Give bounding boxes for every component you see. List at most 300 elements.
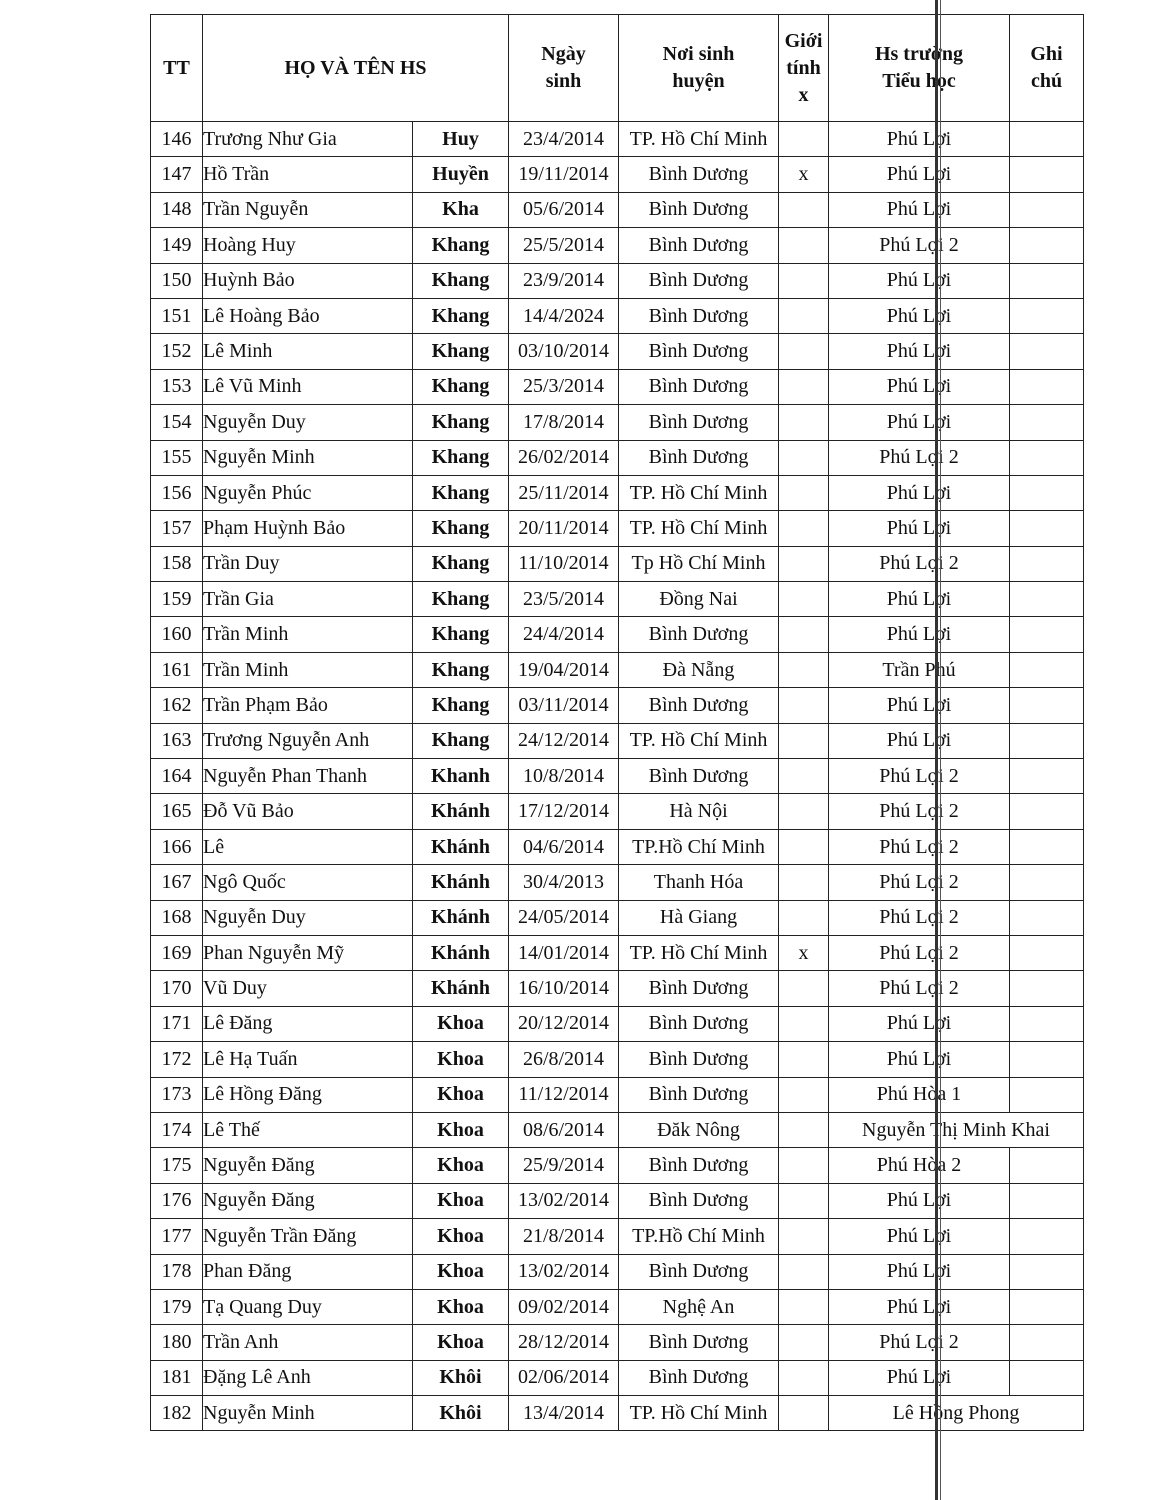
given-name: Khang [413, 228, 509, 263]
note-cell [1010, 1219, 1084, 1254]
primary-school: Phú Lợi 2 [829, 440, 1010, 475]
primary-school: Phú Lợi 2 [829, 794, 1010, 829]
table-row [151, 1112, 1084, 1147]
primary-school: Phú Lợi [829, 723, 1010, 758]
last-middle-name: Nguyễn Trần Đăng [203, 1219, 413, 1254]
birthplace: Tp Hồ Chí Minh [619, 546, 779, 581]
table-row [151, 1077, 1084, 1112]
row-number: 176 [151, 1183, 203, 1218]
birthplace: Bình Dương [619, 228, 779, 263]
primary-school: Phú Lợi [829, 688, 1010, 723]
date-of-birth: 24/4/2014 [509, 617, 619, 652]
date-of-birth: 24/05/2014 [509, 900, 619, 935]
last-middle-name: Trần Gia [203, 582, 413, 617]
date-of-birth: 23/9/2014 [509, 263, 619, 298]
row-number: 146 [151, 122, 203, 157]
gender-mark [779, 582, 829, 617]
primary-school: Phú Lợi [829, 617, 1010, 652]
birthplace: Bình Dương [619, 157, 779, 192]
birthplace: Bình Dương [619, 192, 779, 227]
birthplace: Bình Dương [619, 334, 779, 369]
note-cell [1010, 794, 1084, 829]
note-cell [1010, 935, 1084, 970]
table-row [151, 405, 1084, 440]
header-birthplace-line1: Nơi sinh [662, 43, 735, 65]
table-row [151, 865, 1084, 900]
gender-mark [779, 1183, 829, 1218]
last-middle-name: Huỳnh Bảo [203, 263, 413, 298]
given-name: Khoa [413, 1325, 509, 1360]
gender-mark [779, 759, 829, 794]
given-name: Khang [413, 405, 509, 440]
table-row [151, 1254, 1084, 1289]
date-of-birth: 11/12/2014 [509, 1077, 619, 1112]
last-middle-name: Đỗ Vũ Bảo [203, 794, 413, 829]
given-name: Khánh [413, 935, 509, 970]
last-middle-name: Lê Hồng Đăng [203, 1077, 413, 1112]
header-gender-line2: tính [786, 56, 821, 79]
given-name: Khoa [413, 1006, 509, 1041]
header-dob [509, 15, 619, 122]
table-row [151, 511, 1084, 546]
header-birthplace-line2: huyện [672, 70, 725, 92]
primary-school: Phú Lợi [829, 1006, 1010, 1041]
gender-mark [779, 971, 829, 1006]
last-middle-name: Nguyễn Duy [203, 405, 413, 440]
date-of-birth: 17/8/2014 [509, 405, 619, 440]
last-middle-name: Tạ Quang Duy [203, 1289, 413, 1324]
last-middle-name: Trần Duy [203, 546, 413, 581]
row-number: 164 [151, 759, 203, 794]
given-name: Khôi [413, 1396, 509, 1431]
given-name: Khoa [413, 1183, 509, 1218]
last-middle-name: Nguyễn Phan Thanh [203, 759, 413, 794]
primary-school: Phú Lợi [829, 122, 1010, 157]
table-row [151, 192, 1084, 227]
primary-school: Phú Lợi [829, 1183, 1010, 1218]
header-note-line2: chú [1030, 70, 1063, 92]
gender-mark [779, 688, 829, 723]
scan-artifact-vertical-line [935, 0, 938, 1500]
gender-mark [779, 405, 829, 440]
birthplace: TP.Hồ Chí Minh [619, 1219, 779, 1254]
birthplace: Hà Giang [619, 900, 779, 935]
last-middle-name: Lê [203, 829, 413, 864]
row-number: 158 [151, 546, 203, 581]
primary-school: Phú Lợi [829, 582, 1010, 617]
last-middle-name: Nguyễn Minh [203, 440, 413, 475]
primary-school: Phú Lợi [829, 192, 1010, 227]
note-cell [1010, 1042, 1084, 1077]
gender-mark [779, 511, 829, 546]
header-row [151, 15, 1084, 122]
given-name: Khang [413, 440, 509, 475]
date-of-birth: 02/06/2014 [509, 1360, 619, 1395]
row-number: 147 [151, 157, 203, 192]
birthplace: Bình Dương [619, 298, 779, 333]
row-number: 178 [151, 1254, 203, 1289]
table-row [151, 900, 1084, 935]
row-number: 151 [151, 298, 203, 333]
row-number: 157 [151, 511, 203, 546]
date-of-birth: 23/5/2014 [509, 582, 619, 617]
gender-mark [779, 829, 829, 864]
note-cell [1010, 1183, 1084, 1218]
date-of-birth: 30/4/2013 [509, 865, 619, 900]
table-row [151, 935, 1084, 970]
date-of-birth: 23/4/2014 [509, 122, 619, 157]
row-number: 154 [151, 405, 203, 440]
table-row [151, 369, 1084, 404]
last-middle-name: Đặng Lê Anh [203, 1360, 413, 1395]
gender-mark [779, 1360, 829, 1395]
note-cell [1010, 759, 1084, 794]
row-number: 177 [151, 1219, 203, 1254]
note-cell [1010, 369, 1084, 404]
note-cell [1010, 511, 1084, 546]
gender-mark [779, 723, 829, 758]
birthplace: Bình Dương [619, 1183, 779, 1218]
gender-mark [779, 1006, 829, 1041]
gender-mark [779, 1042, 829, 1077]
header-school-line2: Tiểu học [882, 70, 956, 92]
primary-school: Phú Lợi 2 [829, 971, 1010, 1006]
note-cell [1010, 617, 1084, 652]
date-of-birth: 25/3/2014 [509, 369, 619, 404]
given-name: Khang [413, 334, 509, 369]
note-cell [1010, 723, 1084, 758]
table-row [151, 1325, 1084, 1360]
table-row [151, 1148, 1084, 1183]
date-of-birth: 08/6/2014 [509, 1112, 619, 1147]
gender-mark [779, 546, 829, 581]
row-number: 165 [151, 794, 203, 829]
last-middle-name: Hoàng Huy [203, 228, 413, 263]
primary-school: Phú Lợi [829, 511, 1010, 546]
scan-artifact-vertical-line-secondary [940, 0, 941, 1500]
table-row [151, 1042, 1084, 1077]
last-middle-name: Lê Hạ Tuấn [203, 1042, 413, 1077]
date-of-birth: 14/01/2014 [509, 935, 619, 970]
header-gender-line1: Giới [784, 29, 823, 52]
table-row [151, 688, 1084, 723]
birthplace: Hà Nội [619, 794, 779, 829]
gender-mark [779, 1325, 829, 1360]
note-cell [1010, 263, 1084, 298]
date-of-birth: 09/02/2014 [509, 1289, 619, 1324]
primary-school: Phú Lợi [829, 405, 1010, 440]
last-middle-name: Vũ Duy [203, 971, 413, 1006]
given-name: Khanh [413, 759, 509, 794]
birthplace: Bình Dương [619, 688, 779, 723]
note-cell [1010, 1360, 1084, 1395]
date-of-birth: 16/10/2014 [509, 971, 619, 1006]
primary-school: Phú Lợi 2 [829, 228, 1010, 263]
date-of-birth: 20/11/2014 [509, 511, 619, 546]
row-number: 150 [151, 263, 203, 298]
given-name: Kha [413, 192, 509, 227]
table-row [151, 582, 1084, 617]
note-cell [1010, 900, 1084, 935]
note-cell [1010, 1325, 1084, 1360]
birthplace: Nghệ An [619, 1289, 779, 1324]
gender-mark [779, 263, 829, 298]
given-name: Huyền [413, 157, 509, 192]
given-name: Khang [413, 298, 509, 333]
last-middle-name: Nguyễn Minh [203, 1396, 413, 1431]
primary-school: Trần Phú [829, 652, 1010, 687]
date-of-birth: 24/12/2014 [509, 723, 619, 758]
table-row [151, 1360, 1084, 1395]
last-middle-name: Nguyễn Đăng [203, 1183, 413, 1218]
given-name: Khang [413, 369, 509, 404]
date-of-birth: 19/11/2014 [509, 157, 619, 192]
note-cell [1010, 334, 1084, 369]
note-cell [1010, 1148, 1084, 1183]
date-of-birth: 28/12/2014 [509, 1325, 619, 1360]
note-cell [1010, 652, 1084, 687]
given-name: Khánh [413, 865, 509, 900]
last-middle-name: Trương Như Gia [203, 122, 413, 157]
gender-mark [779, 1289, 829, 1324]
table-row [151, 157, 1084, 192]
note-cell [1010, 192, 1084, 227]
primary-school: Phú Lợi [829, 475, 1010, 510]
header-dob-line1: Ngày [541, 43, 586, 65]
date-of-birth: 14/4/2024 [509, 298, 619, 333]
birthplace: Bình Dương [619, 759, 779, 794]
row-number: 153 [151, 369, 203, 404]
row-number: 156 [151, 475, 203, 510]
roster-body [151, 122, 1084, 1431]
gender-mark [779, 122, 829, 157]
primary-school: Phú Lợi [829, 369, 1010, 404]
primary-school: Phú Hòa 1 [829, 1077, 1010, 1112]
row-number: 155 [151, 440, 203, 475]
row-number: 169 [151, 935, 203, 970]
table-row [151, 298, 1084, 333]
row-number: 159 [151, 582, 203, 617]
primary-school: Phú Lợi 2 [829, 935, 1010, 970]
table-row [151, 228, 1084, 263]
table-row [151, 794, 1084, 829]
note-cell [1010, 546, 1084, 581]
given-name: Khang [413, 688, 509, 723]
gender-mark [779, 794, 829, 829]
row-number: 161 [151, 652, 203, 687]
birthplace: Bình Dương [619, 1042, 779, 1077]
last-middle-name: Lê Thế [203, 1112, 413, 1147]
last-middle-name: Ngô Quốc [203, 865, 413, 900]
last-middle-name: Trần Minh [203, 617, 413, 652]
note-cell [1010, 971, 1084, 1006]
birthplace: Bình Dương [619, 617, 779, 652]
note-cell [1010, 1289, 1084, 1324]
date-of-birth: 19/04/2014 [509, 652, 619, 687]
date-of-birth: 11/10/2014 [509, 546, 619, 581]
row-number: 152 [151, 334, 203, 369]
row-number: 148 [151, 192, 203, 227]
row-number: 160 [151, 617, 203, 652]
given-name: Khang [413, 723, 509, 758]
gender-mark [779, 475, 829, 510]
primary-school: Phú Lợi [829, 1360, 1010, 1395]
given-name: Khoa [413, 1077, 509, 1112]
birthplace: Thanh Hóa [619, 865, 779, 900]
date-of-birth: 21/8/2014 [509, 1219, 619, 1254]
birthplace: TP. Hồ Chí Minh [619, 122, 779, 157]
gender-mark [779, 192, 829, 227]
gender-mark [779, 228, 829, 263]
given-name: Khoa [413, 1219, 509, 1254]
last-middle-name: Phạm Huỳnh Bảo [203, 511, 413, 546]
row-number: 179 [151, 1289, 203, 1324]
note-cell [1010, 1077, 1084, 1112]
primary-school: Phú Lợi 2 [829, 865, 1010, 900]
given-name: Khoa [413, 1254, 509, 1289]
header-birthplace [619, 15, 779, 122]
last-middle-name: Lê Vũ Minh [203, 369, 413, 404]
row-number: 172 [151, 1042, 203, 1077]
date-of-birth: 03/11/2014 [509, 688, 619, 723]
given-name: Khoa [413, 1112, 509, 1147]
given-name: Khoa [413, 1148, 509, 1183]
note-cell [1010, 157, 1084, 192]
last-middle-name: Phan Nguyễn Mỹ [203, 935, 413, 970]
row-number: 180 [151, 1325, 203, 1360]
primary-school: Phú Lợi [829, 334, 1010, 369]
given-name: Khôi [413, 1360, 509, 1395]
table-row [151, 1183, 1084, 1218]
date-of-birth: 25/5/2014 [509, 228, 619, 263]
given-name: Khoa [413, 1042, 509, 1077]
table-row [151, 334, 1084, 369]
birthplace: TP. Hồ Chí Minh [619, 723, 779, 758]
primary-school: Phú Lợi [829, 298, 1010, 333]
note-cell [1010, 405, 1084, 440]
birthplace: TP. Hồ Chí Minh [619, 475, 779, 510]
primary-school: Phú Hòa 2 [829, 1148, 1010, 1183]
last-middle-name: Nguyễn Duy [203, 900, 413, 935]
header-gender [779, 15, 829, 122]
last-middle-name: Trương Nguyễn Anh [203, 723, 413, 758]
given-name: Huy [413, 122, 509, 157]
given-name: Khang [413, 546, 509, 581]
birthplace: Bình Dương [619, 1077, 779, 1112]
gender-mark: x [779, 157, 829, 192]
date-of-birth: 25/9/2014 [509, 1148, 619, 1183]
given-name: Khang [413, 263, 509, 298]
date-of-birth: 04/6/2014 [509, 829, 619, 864]
date-of-birth: 03/10/2014 [509, 334, 619, 369]
given-name: Khánh [413, 829, 509, 864]
primary-school: Phú Lợi [829, 157, 1010, 192]
row-number: 166 [151, 829, 203, 864]
gender-mark [779, 652, 829, 687]
table-row [151, 829, 1084, 864]
note-cell [1010, 688, 1084, 723]
row-number: 163 [151, 723, 203, 758]
birthplace: Bình Dương [619, 1006, 779, 1041]
primary-school: Phú Lợi [829, 1042, 1010, 1077]
row-number: 168 [151, 900, 203, 935]
header-tt: TT [151, 15, 203, 122]
primary-school: Phú Lợi [829, 263, 1010, 298]
note-cell [1010, 1254, 1084, 1289]
gender-mark [779, 1254, 829, 1289]
birthplace: Bình Dương [619, 971, 779, 1006]
last-middle-name: Trần Phạm Bảo [203, 688, 413, 723]
birthplace: Đăk Nông [619, 1112, 779, 1147]
last-middle-name: Nguyễn Đăng [203, 1148, 413, 1183]
gender-mark [779, 617, 829, 652]
birthplace: Bình Dương [619, 1254, 779, 1289]
gender-mark [779, 334, 829, 369]
birthplace: Bình Dương [619, 1325, 779, 1360]
table-row [151, 652, 1084, 687]
primary-school: Phú Lợi 2 [829, 546, 1010, 581]
gender-mark [779, 900, 829, 935]
table-row [151, 546, 1084, 581]
primary-school: Phú Lợi [829, 1219, 1010, 1254]
last-middle-name: Trần Anh [203, 1325, 413, 1360]
birthplace: Bình Dương [619, 440, 779, 475]
row-number: 170 [151, 971, 203, 1006]
row-number: 171 [151, 1006, 203, 1041]
birthplace: Bình Dương [619, 1360, 779, 1395]
birthplace: Bình Dương [619, 1148, 779, 1183]
note-cell [1010, 440, 1084, 475]
gender-mark [779, 1148, 829, 1183]
table-row [151, 1289, 1084, 1324]
last-middle-name: Lê Đăng [203, 1006, 413, 1041]
date-of-birth: 13/02/2014 [509, 1254, 619, 1289]
note-cell [1010, 829, 1084, 864]
birthplace: TP. Hồ Chí Minh [619, 935, 779, 970]
table-row [151, 440, 1084, 475]
row-number: 181 [151, 1360, 203, 1395]
birthplace: Bình Dương [619, 263, 779, 298]
birthplace: Đà Nẵng [619, 652, 779, 687]
gender-mark [779, 298, 829, 333]
birthplace: Bình Dương [619, 369, 779, 404]
birthplace: TP. Hồ Chí Minh [619, 1396, 779, 1431]
date-of-birth: 26/8/2014 [509, 1042, 619, 1077]
table-row [151, 1006, 1084, 1041]
date-of-birth: 13/02/2014 [509, 1183, 619, 1218]
gender-mark [779, 369, 829, 404]
given-name: Khang [413, 617, 509, 652]
given-name: Khang [413, 582, 509, 617]
note-cell [1010, 582, 1084, 617]
row-number: 174 [151, 1112, 203, 1147]
birthplace: Đồng Nai [619, 582, 779, 617]
table-row [151, 617, 1084, 652]
birthplace: TP.Hồ Chí Minh [619, 829, 779, 864]
row-number: 167 [151, 865, 203, 900]
header-school-line1: Hs trường [874, 43, 964, 65]
date-of-birth: 10/8/2014 [509, 759, 619, 794]
student-roster-table [150, 14, 1084, 1431]
row-number: 182 [151, 1396, 203, 1431]
gender-mark [779, 1219, 829, 1254]
gender-mark [779, 1396, 829, 1431]
last-middle-name: Trần Minh [203, 652, 413, 687]
birthplace: Bình Dương [619, 405, 779, 440]
birthplace: TP. Hồ Chí Minh [619, 511, 779, 546]
header-primary-school [829, 15, 1010, 122]
given-name: Khoa [413, 1289, 509, 1324]
